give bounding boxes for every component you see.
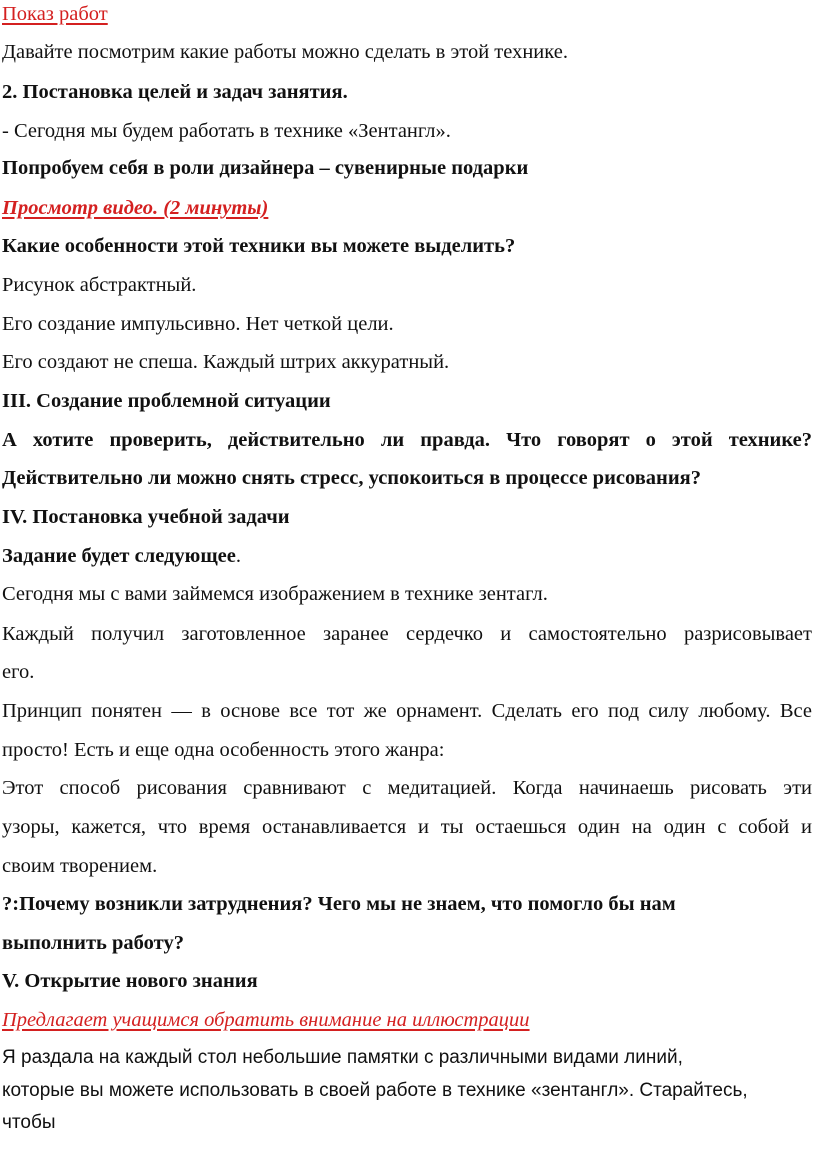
- paragraph-handouts-line1: Я раздала на каждый стол небольшие памятки с различными видами линий,: [2, 1047, 683, 1068]
- section-problem-situation: III. Создание проблемной ситуации: [2, 390, 331, 412]
- question-difficulties-line2: выполнить работу?: [2, 932, 184, 954]
- heading-video: Просмотр видео. (2 минуты): [2, 197, 269, 219]
- paragraph-check-technique: А хотите проверить, действительно ли правда. Что говорят о этой технике?: [2, 429, 812, 451]
- paragraph-today-technique: - Сегодня мы будем работать в технике «Зентангл».: [2, 120, 451, 142]
- paragraph-intro: Давайте посмотрим какие работы можно сделать в этой технике.: [2, 41, 568, 63]
- paragraph-task-intro: [2, 544, 812, 568]
- heading-show-works: Показ работ: [2, 3, 108, 25]
- section-new-knowledge: V. Открытие нового знания: [2, 970, 258, 992]
- answer-impulsive: Его создание импульсивно. Нет четкой цели.: [2, 313, 394, 335]
- answer-abstract: Рисунок абстрактный.: [2, 274, 197, 296]
- paragraph-meditation-line2: узоры, кажется, что время останавливается и ты остаешься один на один с собой и: [2, 816, 812, 838]
- heading-illustrations: Предлагает учащимся обратить внимание на иллюстрации: [2, 1009, 530, 1031]
- paragraph-heart-line1: Каждый получил заготовленное заранее сердечко и самостоятельно разрисовывает: [2, 623, 812, 645]
- section-learning-task: IV. Постановка учебной задачи: [2, 506, 290, 528]
- paragraph-handouts-line2: которые вы можете использовать в своей работе в технике «зентангл». Старайтесь,: [2, 1080, 748, 1101]
- paragraph-today-zentagle: Сегодня мы с вами займемся изображением в технике зентагл.: [2, 583, 548, 605]
- paragraph-meditation-line1: Этот способ рисования сравнивают с медитацией. Когда начинаешь рисовать эти: [2, 777, 812, 799]
- question-difficulties-line1: ?:Почему возникли затруднения? Чего мы не знаем, что помогло бы нам: [2, 893, 676, 915]
- paragraph-designer-role: Попробуем себя в роли дизайнера – сувенирные подарки: [2, 157, 529, 179]
- paragraph-meditation-line3: своим творением.: [2, 855, 158, 877]
- task-intro-bold: Задание будет следующее: [2, 545, 236, 567]
- paragraph-principle-line2: просто! Есть и еще одна особенность этого жанра:: [2, 739, 445, 761]
- paragraph-handouts-line3: чтобы: [2, 1112, 56, 1133]
- task-intro-period: .: [235, 545, 241, 567]
- paragraph-heart-line2: его.: [2, 661, 35, 683]
- paragraph-stress-question: Действительно ли можно снять стресс, успокоиться в процессе рисования?: [2, 467, 702, 489]
- question-features: Какие особенности этой техники вы можете выделить?: [2, 235, 516, 257]
- answer-careful: Его создают не спеша. Каждый штрих аккуратный.: [2, 351, 450, 373]
- paragraph-principle-line1: Принцип понятен — в основе все тот же орнамент. Сделать его под силу любому. Все: [2, 700, 812, 722]
- section-goals: 2. Постановка целей и задач занятия.: [2, 81, 348, 103]
